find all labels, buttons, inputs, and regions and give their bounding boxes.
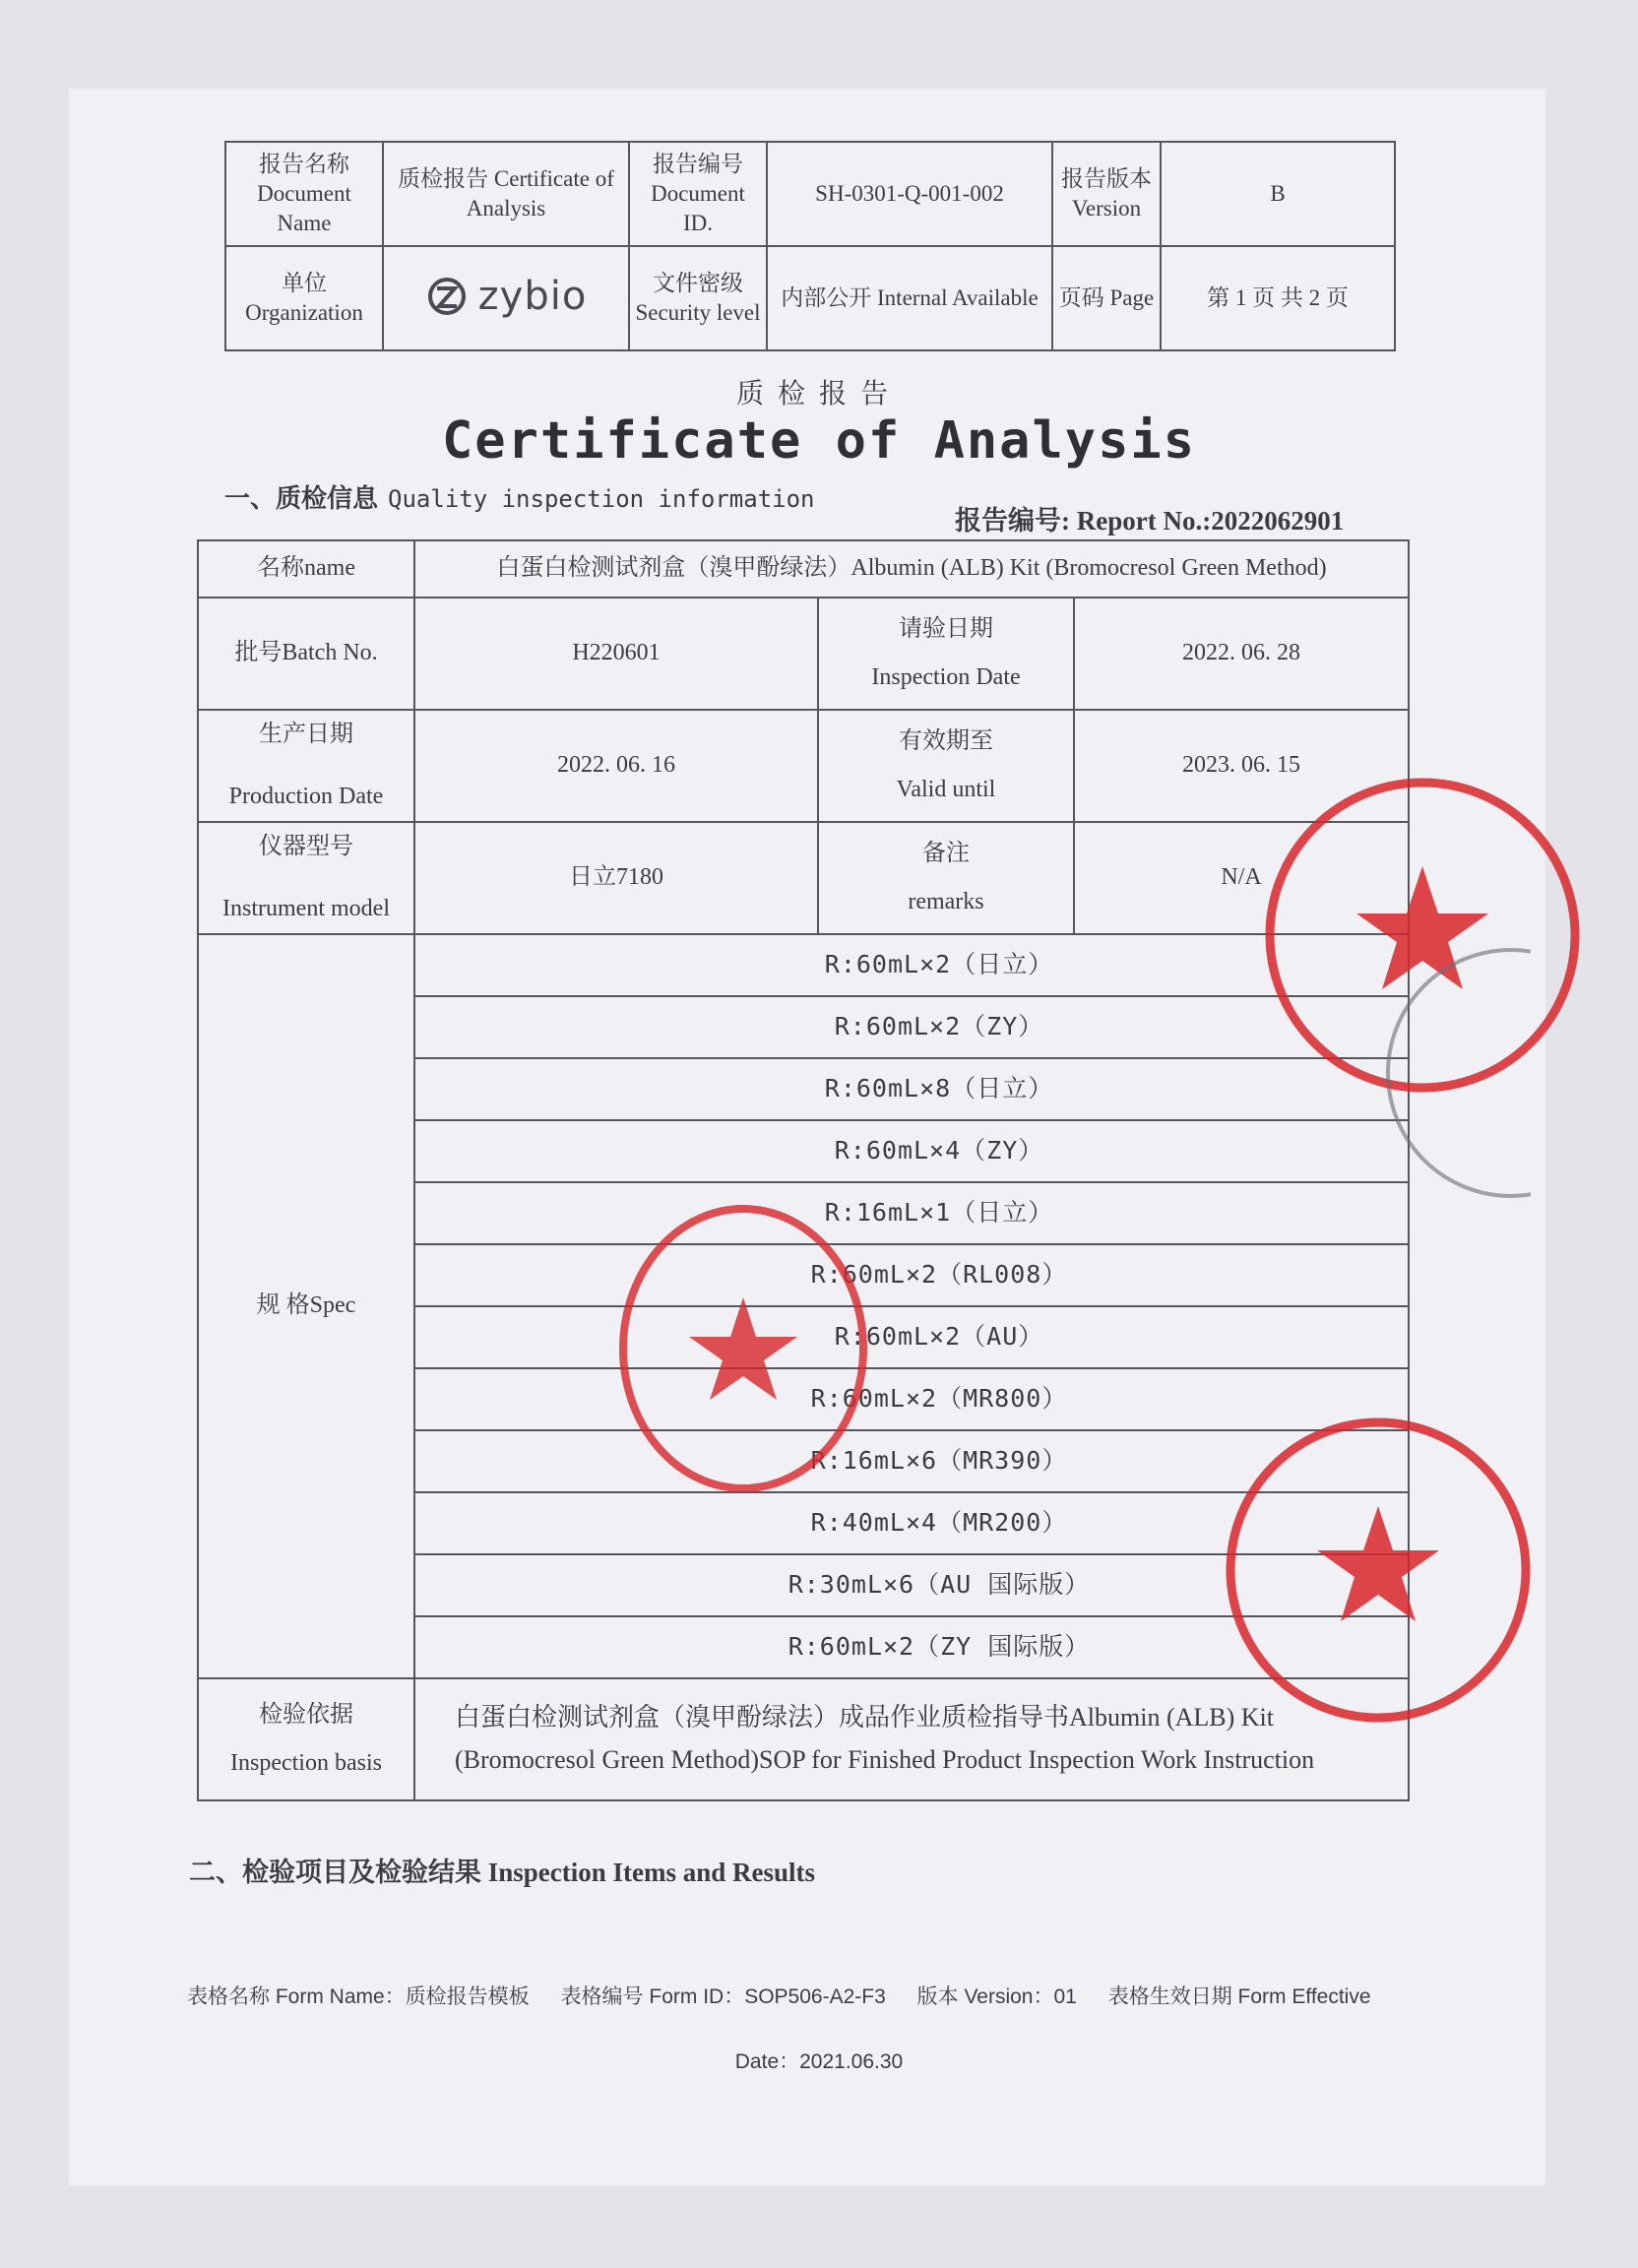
spec-row: R:60mL×2（日立） (414, 934, 1409, 996)
valid-until-label (818, 710, 1074, 822)
basis-value: 白蛋白检测试剂盒（溴甲酚绿法）成品作业质检指导书Albumin (ALB) Kit (Bromocresol Green Method)SOP for Finished Product Inspection Work Instruction (414, 1678, 1409, 1800)
name-value: 白蛋白检测试剂盒（溴甲酚绿法）Albumin (ALB) Kit (Bromocresol Green Method) (414, 540, 1409, 598)
instrument-label (198, 822, 414, 934)
document-header-table (224, 141, 1396, 351)
section-2-heading: 二、检验项目及检验结果 Inspection Items and Results (189, 1858, 816, 1887)
batch-label: 批号Batch No. (198, 598, 414, 710)
form-version: 版本 Version：01 (916, 1985, 1077, 2008)
remarks-cn: 备注 (922, 840, 970, 866)
remarks-value: N/A (1074, 822, 1409, 934)
page-title: Certificate of Analysis (441, 411, 1197, 471)
form-footer (187, 1981, 1397, 2010)
production-date-cn: 生产日期 (259, 721, 353, 747)
instrument-value: 日立7180 (414, 822, 818, 934)
page-value: 第 1 页 共 2 页 (1161, 246, 1395, 350)
doc-name-value: 质检报告 Certificate of Analysis (383, 142, 629, 246)
valid-until-cn: 有效期至 (899, 727, 993, 754)
batch-value: H220601 (414, 598, 818, 710)
valid-until-value: 2023. 06. 15 (1074, 710, 1409, 822)
production-date-label (198, 710, 414, 822)
spec-row: R:60mL×2（MR800） (414, 1368, 1409, 1430)
quality-info-table (197, 539, 1410, 1801)
spec-row: R:60mL×2（ZY） (414, 996, 1409, 1058)
security-label: 文件密级 Security level (629, 246, 767, 350)
production-date-en: Production Date (228, 783, 384, 809)
spec-row: R:16mL×1（日立） (414, 1182, 1409, 1244)
zybio-logo-icon (425, 275, 469, 318)
form-effective: 表格生效日期 Form Effective (1107, 1985, 1371, 2008)
inspection-date-label (818, 598, 1074, 710)
version-value: B (1161, 142, 1395, 246)
inspection-date-cn: 请验日期 (899, 615, 993, 642)
basis-en: Inspection basis (230, 1749, 382, 1776)
spec-row: R:60mL×2（RL008） (414, 1244, 1409, 1306)
spec-row: R:16mL×6（MR390） (414, 1430, 1409, 1492)
title-chinese: 质检报告 (735, 379, 902, 410)
section-1-cn: 一、质检信息 (224, 484, 379, 513)
basis-cn: 检验依据 (259, 1701, 353, 1728)
doc-id-value: SH-0301-Q-001-002 (767, 142, 1052, 246)
form-name: 表格名称 Form Name：质检报告模板 (187, 1985, 530, 2008)
page-label: 页码 Page (1052, 246, 1161, 350)
remarks-en: remarks (908, 889, 984, 914)
doc-id-label: 报告编号 Document ID. (629, 142, 767, 246)
name-label: 名称name (198, 540, 414, 598)
spec-row: R:30mL×6（AU 国际版） (414, 1554, 1409, 1616)
section-1-heading (224, 478, 815, 515)
valid-until-en: Valid until (896, 777, 996, 802)
spec-row: R:60mL×2（ZY 国际版） (414, 1616, 1409, 1678)
section-1-en: Quality inspection information (388, 485, 815, 513)
instrument-cn: 仪器型号 (259, 833, 353, 859)
inspection-date-en: Inspection Date (871, 664, 1021, 690)
remarks-label (818, 822, 1074, 934)
inspection-date-value: 2022. 06. 28 (1074, 598, 1409, 710)
report-number: 报告编号: Report No.:2022062901 (955, 506, 1345, 536)
doc-name-label: 报告名称 Document Name (225, 142, 383, 246)
spec-row: R:60mL×4（ZY） (414, 1120, 1409, 1182)
spec-label: 规 格Spec (198, 934, 414, 1678)
org-label: 单位 Organization (225, 246, 383, 350)
form-effective-date: Date：2021.06.30 (734, 2050, 904, 2073)
spec-row: R:60mL×8（日立） (414, 1058, 1409, 1120)
form-id: 表格编号 Form ID：SOP506-A2-F3 (560, 1985, 886, 2008)
spec-row: R:60mL×2（AU） (414, 1306, 1409, 1368)
security-value: 内部公开 Internal Available (767, 246, 1052, 350)
basis-label (198, 1678, 414, 1800)
org-logo (383, 246, 629, 350)
version-label: 报告版本 Version (1052, 142, 1161, 246)
logo-text: zybio (477, 274, 588, 320)
instrument-en: Instrument model (222, 895, 390, 921)
production-date-value: 2022. 06. 16 (414, 710, 818, 822)
spec-row: R:40mL×4（MR200） (414, 1492, 1409, 1554)
